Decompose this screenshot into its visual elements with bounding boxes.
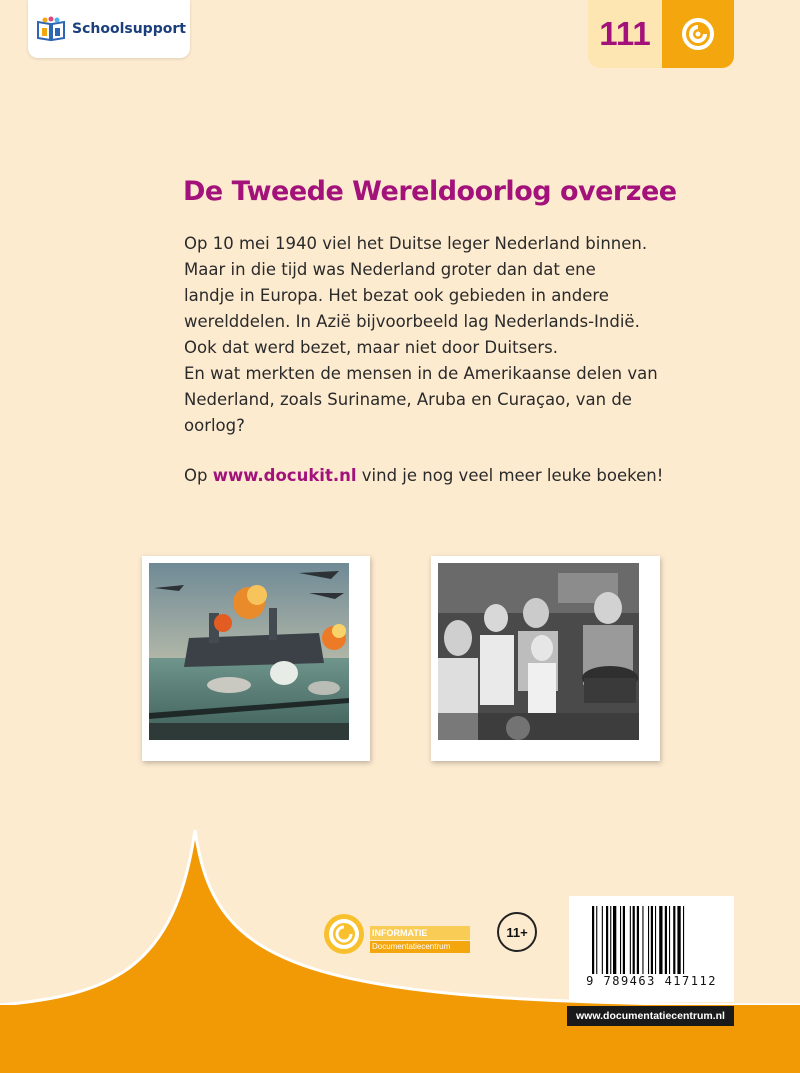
intro-text (184, 231, 664, 439)
barcode-bar (651, 906, 653, 974)
intro-line: oorlog? (184, 416, 245, 435)
series-number: 111 (588, 0, 662, 68)
barcode-bar (623, 906, 625, 974)
barcode-bar (620, 906, 621, 974)
brand-name: Schoolsupport (72, 21, 186, 37)
family-photo-image (438, 563, 639, 740)
page-title: De Tweede Wereldoorlog overzee (183, 176, 677, 207)
barcode-bar (665, 906, 667, 974)
barcode (569, 896, 734, 1002)
barcode-bar (637, 906, 639, 974)
barcode-bar (630, 906, 631, 974)
swirl-icon (681, 17, 715, 51)
promo-suffix: vind je nog veel meer leuke boeken! (356, 466, 664, 485)
intro-line: Maar in die tijd was Nederland groter dan dat ene (184, 260, 596, 279)
age-badge: 11+ (497, 912, 537, 952)
family-photo (431, 556, 660, 761)
promo-prefix: Op (184, 466, 213, 485)
battle-photo (142, 556, 370, 761)
barcode-bar (610, 906, 611, 974)
barcode-bar (602, 906, 603, 974)
barcode-bar (613, 906, 616, 974)
intro-line: werelddelen. In Azië bijvoorbeeld lag Nederlands-Indië. (184, 312, 640, 331)
intro-line: Op 10 mei 1940 viel het Duitse leger Nederland binnen. (184, 234, 648, 253)
intro-line: En wat merkten de mensen in de Amerikaanse delen van (184, 364, 658, 383)
barcode-bar (648, 906, 649, 974)
barcode-bar (592, 906, 594, 974)
swirl-icon-container (662, 0, 734, 68)
barcode-bar (669, 906, 670, 974)
informatie-label: INFORMATIE (370, 926, 470, 940)
barcode-bar (642, 906, 643, 974)
barcode-bar (677, 906, 680, 974)
intro-line: Ook dat werd bezet, maar niet door Duitsers. (184, 338, 558, 357)
barcode-bar (633, 906, 635, 974)
barcode-bar (683, 906, 684, 974)
barcode-bar (655, 906, 656, 974)
battle-photo-image (149, 563, 349, 740)
promo-text (184, 463, 663, 489)
series-badge (588, 0, 734, 68)
barcode-bar (673, 906, 675, 974)
intro-line: landje in Europa. Het bezat ook gebieden in andere (184, 286, 609, 305)
intro-line: Nederland, zoals Suriname, Aruba en Curaçao, van de (184, 390, 632, 409)
book-icon (36, 16, 66, 42)
barcode-bar (606, 906, 608, 974)
isbn-number: 9 789463 417112 (586, 974, 717, 988)
barcode-bars (592, 906, 712, 974)
barcode-bar (659, 906, 662, 974)
docukit-link[interactable]: www.docukit.nl (212, 466, 357, 485)
website-url[interactable]: www.documentatiecentrum.nl (567, 1006, 734, 1026)
documentatiecentrum-label: Documentatiecentrum (370, 941, 470, 953)
barcode-bar (596, 906, 597, 974)
schoolsupport-logo (28, 0, 190, 58)
